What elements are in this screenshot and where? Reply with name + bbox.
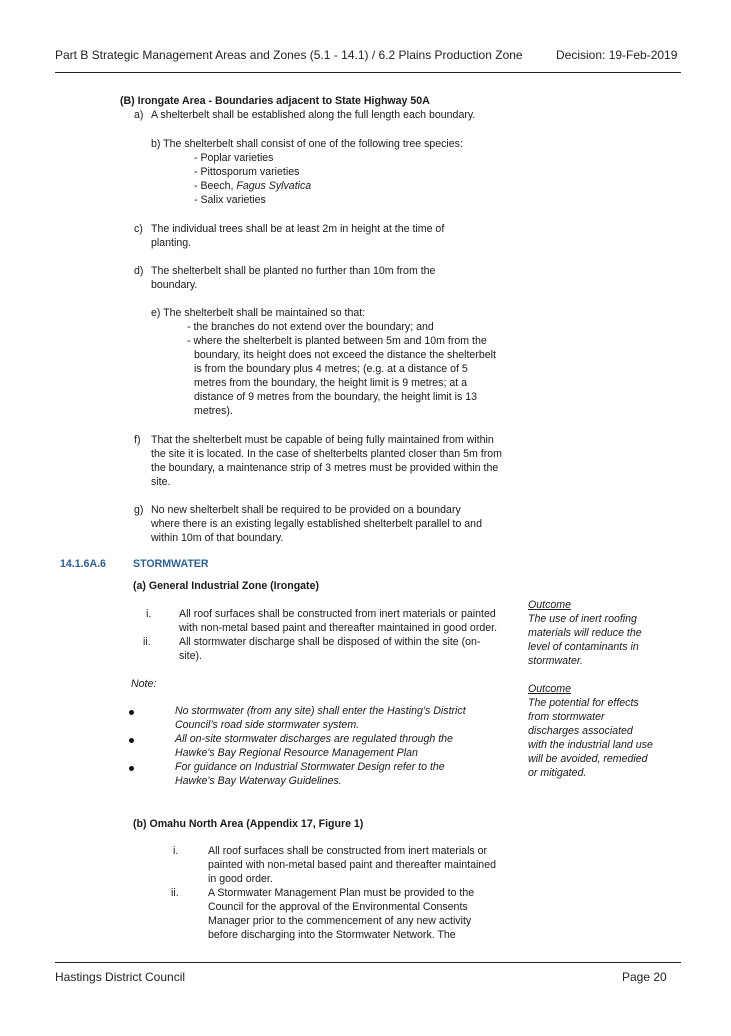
outcome-line: will be avoided, remedied <box>528 753 648 765</box>
note-line: For guidance on Industrial Stormwater Design refer to the <box>175 761 445 773</box>
stormwater-b-line: before discharging into the Stormwater Network. The <box>208 929 456 941</box>
item-e-dash2-line: boundary, its height does not exceed the distance the shelterbelt <box>194 349 496 361</box>
stormwater-b-line: in good order. <box>208 873 273 885</box>
stormwater-b-marker: ii. <box>171 887 179 899</box>
species-beech: - Beech, <box>194 180 237 192</box>
stormwater-number: 14.1.6A.6 <box>60 558 106 570</box>
item-g-line: No new shelterbelt shall be required to be provided on a boundary <box>151 504 461 516</box>
footer-page: Page 20 <box>622 970 667 984</box>
stormwater-a-line: with non-metal based paint and thereafter maintained in good order. <box>179 622 498 634</box>
outcome-label: Outcome <box>528 683 571 695</box>
species-item <box>194 179 311 193</box>
item-f-line: the site it is located. In the case of shelterbelts planted closer than 5m from <box>151 448 502 460</box>
item-b-text: b) The shelterbelt shall consist of one of the following tree species: <box>151 138 463 150</box>
item-a-marker: a) <box>134 109 144 121</box>
note-label: Note: <box>131 678 157 690</box>
bullet-icon <box>129 738 134 743</box>
stormwater-a-line: All stormwater discharge shall be disposed of within the site (on- <box>179 636 481 648</box>
note-line: Hawke's Bay Waterway Guidelines. <box>175 775 342 787</box>
item-g-line: where there is an existing legally established shelterbelt parallel to and <box>151 518 482 530</box>
stormwater-a-line: All roof surfaces shall be constructed from inert materials or painted <box>179 608 496 620</box>
stormwater-a-marker: ii. <box>143 636 151 648</box>
item-g-line: within 10m of that boundary. <box>151 532 284 544</box>
outcome-line: from stormwater <box>528 711 605 723</box>
item-c-marker: c) <box>134 223 143 235</box>
stormwater-b-line: Council for the approval of the Environmental Consents <box>208 901 468 913</box>
item-e-dash2-line: is from the boundary plus 4 metres; (e.g. at a distance of 5 <box>194 363 468 375</box>
outcome-line: discharges associated <box>528 725 633 737</box>
item-d-marker: d) <box>134 265 144 277</box>
bullet-icon <box>129 710 134 715</box>
item-a-text: A shelterbelt shall be established along the full length each boundary. <box>151 109 476 121</box>
note-line: Hawke's Bay Regional Resource Management Plan <box>175 747 418 759</box>
footer-org: Hastings District Council <box>55 970 186 984</box>
footer-rule <box>55 962 681 963</box>
species-item: - Poplar varieties <box>194 152 274 164</box>
item-e-dash2-line: - where the shelterbelt is planted between 5m and 10m from the <box>187 335 487 347</box>
outcome-line: The use of inert roofing <box>528 613 637 625</box>
item-d-line: The shelterbelt shall be planted no further than 10m from the <box>151 265 436 277</box>
outcome-line: stormwater. <box>528 655 583 667</box>
outcome-line: The potential for effects <box>528 697 639 709</box>
header-decision: Decision: 19-Feb-2019 <box>556 48 678 62</box>
outcome-label: Outcome <box>528 599 571 611</box>
bullet-icon <box>129 766 134 771</box>
item-e-text: e) The shelterbelt shall be maintained so that: <box>151 307 366 319</box>
item-c-line: planting. <box>151 237 192 249</box>
outcome-line: with the industrial land use <box>528 739 653 751</box>
outcome-line: level of contaminants in <box>528 641 639 653</box>
stormwater-b-line: A Stormwater Management Plan must be provided to the <box>208 887 475 899</box>
note-line: All on-site stormwater discharges are regulated through the <box>175 733 453 745</box>
outcome-line: materials will reduce the <box>528 627 642 639</box>
note-line: Council’s road side stormwater system. <box>175 719 360 731</box>
stormwater-b-marker: i. <box>173 845 179 857</box>
stormwater-title: STORMWATER <box>133 558 209 570</box>
item-f-line: the boundary, a maintenance strip of 3 metres must be provided within the <box>151 462 499 474</box>
note-line: No stormwater (from any site) shall enter the Hasting’s District <box>175 705 466 717</box>
outcome-line: or mitigated. <box>528 767 587 779</box>
item-e-dash2-line: metres). <box>194 405 233 417</box>
header-title: Part B Strategic Management Areas and Zones (5.1 - 14.1) / 6.2 Plains Production Zone <box>55 48 523 62</box>
stormwater-a-marker: i. <box>146 608 152 620</box>
stormwater-b-line: Manager prior to the commencement of any new activity <box>208 915 472 927</box>
item-e-dash2-line: distance of 9 metres from the boundary, the height limit is 13 <box>194 391 478 403</box>
species-item: - Pittosporum varieties <box>194 166 300 178</box>
item-f-marker: f) <box>134 434 141 446</box>
item-f-line: That the shelterbelt must be capable of being fully maintained from within <box>151 434 494 446</box>
stormwater-b-line: All roof surfaces shall be constructed from inert materials or <box>208 845 488 857</box>
header-rule <box>55 72 681 73</box>
species-item: - Salix varieties <box>194 194 266 206</box>
item-f-line: site. <box>151 476 171 488</box>
stormwater-a-heading: (a) General Industrial Zone (Irongate) <box>133 580 320 592</box>
item-c-line: The individual trees shall be at least 2m in height at the time of <box>151 223 445 235</box>
stormwater-b-heading: (b) Omahu North Area (Appendix 17, Figure 1) <box>133 818 364 830</box>
section-b-heading: (B) Irongate Area - Boundaries adjacent to State Highway 50A <box>120 95 430 107</box>
item-g-marker: g) <box>134 504 144 516</box>
item-e-dash1: - the branches do not extend over the boundary; and <box>187 321 434 333</box>
stormwater-a-line: site). <box>179 650 202 662</box>
item-e-dash2-line: metres from the boundary, the height limit is 9 metres; at a <box>194 377 468 389</box>
stormwater-b-line: painted with non-metal based paint and thereafter maintained <box>208 859 496 871</box>
item-d-line: boundary. <box>151 279 198 291</box>
species-beech-latin: Fagus Sylvatica <box>236 180 312 192</box>
